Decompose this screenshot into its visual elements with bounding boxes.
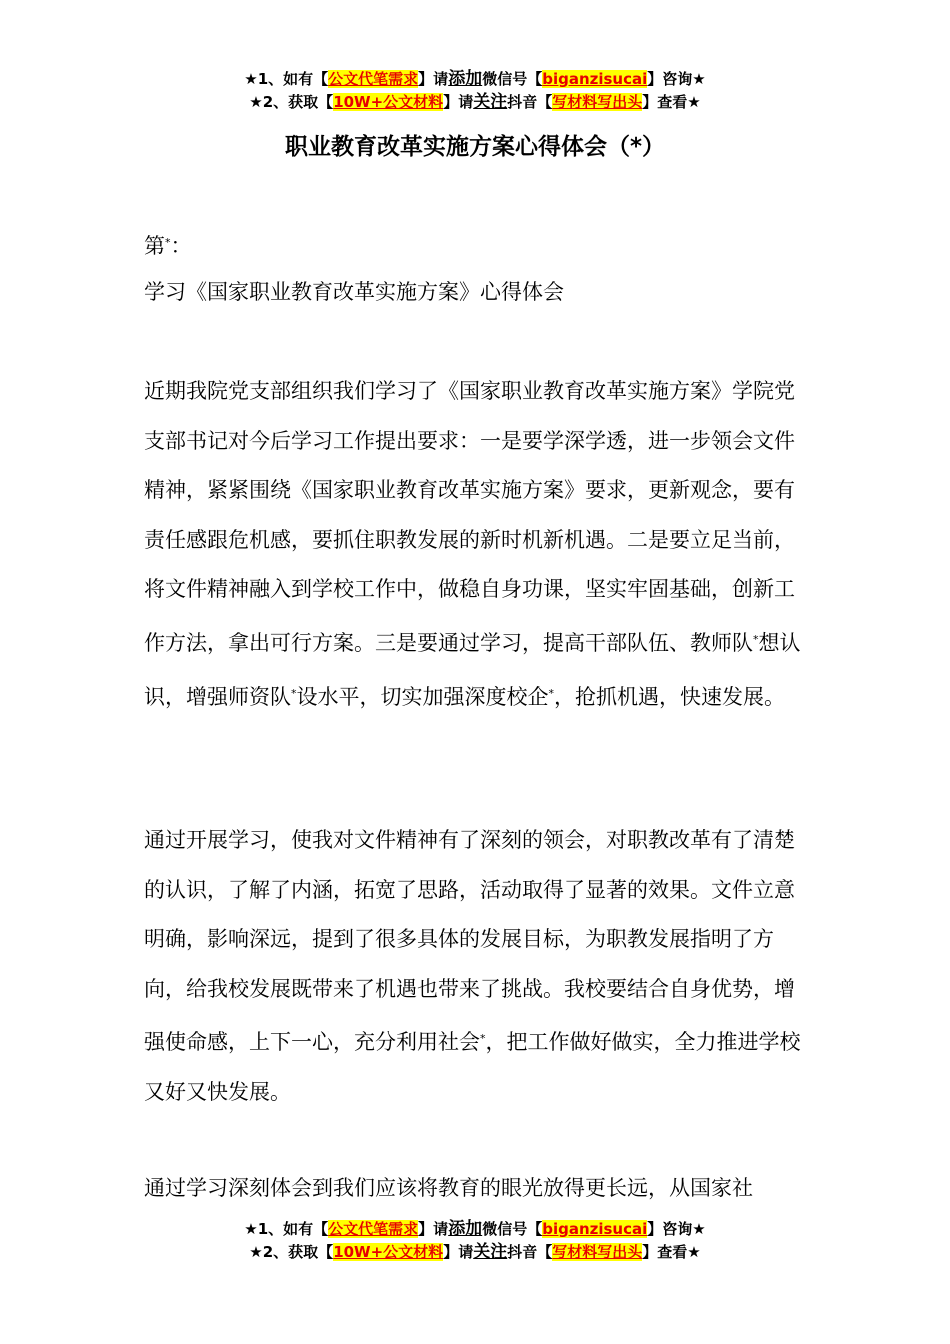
banner-text: ★1、如有【 [244,70,329,88]
banner-highlight: biganzisucai [542,1220,648,1238]
paragraph-2 [144,816,809,1118]
banner-highlight: 10W+公文材料 [333,1243,444,1261]
paragraph-3: 通过学习深刻体会到我们应该将教育的眼光放得更长远，从国家社 [144,1176,753,1200]
banner-line-1 [0,1218,950,1241]
banner-text: 】咨询★ [647,1220,706,1238]
paragraph-1 [144,367,809,722]
banner-text: 】查看★ [642,1243,701,1261]
banner-highlight: 10W+公文材料 [333,93,444,111]
header-banner [0,68,950,114]
paragraph-text: ，把工作做好做实，全力推进学校又好又快发展。 [144,1030,801,1104]
paragraph-text: 设水平，切实加强深度校企 [296,684,549,709]
paragraph-text: 近期我院党支部组织我们学习了《国家职业教育改革实施方案》学院党支部书记对今后学习工作提出要求：一是要学深学透，进一步领会文件精神，紧紧围绕《国家职业教育改革实施方案》要求，更新观念，要有责任感跟危机感，要抓住职教发展的新时机新机遇。二是要立足当前，将文件精神融入到学校工作中，做稳自身功课，坚实牢固基础，创新工作方法，拿出可行方案。三是要通过学习，提高干部队伍、教师队 [144,379,795,655]
banner-highlight: 公文代笔需求 [328,1220,419,1238]
banner-text: 】请 [418,70,449,88]
banner-line-2 [0,91,950,114]
banner-underline: 添加 [448,1219,483,1239]
redaction-mark: * [165,236,171,249]
redaction-mark: * [753,632,759,646]
banner-text: 微信号【 [482,1220,543,1238]
banner-highlight: biganzisucai [542,70,648,88]
section-label [144,218,192,272]
banner-text: 】请 [443,1243,474,1261]
banner-underline: 关注 [473,1242,508,1262]
paragraph-text: ，抢抓机遇，快速发展。 [554,684,785,709]
banner-line-1 [0,68,950,91]
banner-text: ★1、如有【 [244,1220,329,1238]
banner-highlight: 写材料写出头 [552,93,643,111]
banner-highlight: 写材料写出头 [552,1243,643,1261]
section-label-colon: ： [170,234,192,258]
banner-text: ★2、获取【 [249,1243,334,1261]
redaction-mark: * [548,686,554,700]
redaction-mark: * [480,1032,486,1046]
banner-highlight: 公文代笔需求 [328,70,419,88]
banner-underline: 关注 [473,92,508,112]
banner-text: 抖音【 [507,1243,553,1261]
banner-text: 抖音【 [507,93,553,111]
footer-banner [0,1218,950,1264]
paragraph-text: 通过开展学习，使我对文件精神有了深刻的领会，对职教改革有了清楚的认识，了解了内涵，拓宽了思路，活动取得了显著的效果。文件立意明确，影响深远，提到了很多具体的发展目标，为职教发展指明了方向，给我校发展既带来了机遇也带来了挑战。我校要结合自身优势，增强使命感，上下一心，充分利用社会 [144,828,795,1055]
redaction-mark: * [291,686,297,700]
banner-text: 】请 [443,93,474,111]
banner-text: 】咨询★ [647,70,706,88]
banner-text: 】请 [418,1220,449,1238]
document-subtitle: 学习《国家职业教育改革实施方案》心得体会 [144,280,564,304]
banner-text: ★2、获取【 [249,93,334,111]
banner-line-2 [0,1241,950,1264]
document-title: 职业教育改革实施方案心得体会（*） [284,134,666,160]
banner-text: 微信号【 [482,70,543,88]
banner-text: 】查看★ [642,93,701,111]
banner-underline: 添加 [448,69,483,89]
section-label-text: 第 [144,234,165,258]
paragraph-text: 想认识，增强师资队 [144,630,801,709]
